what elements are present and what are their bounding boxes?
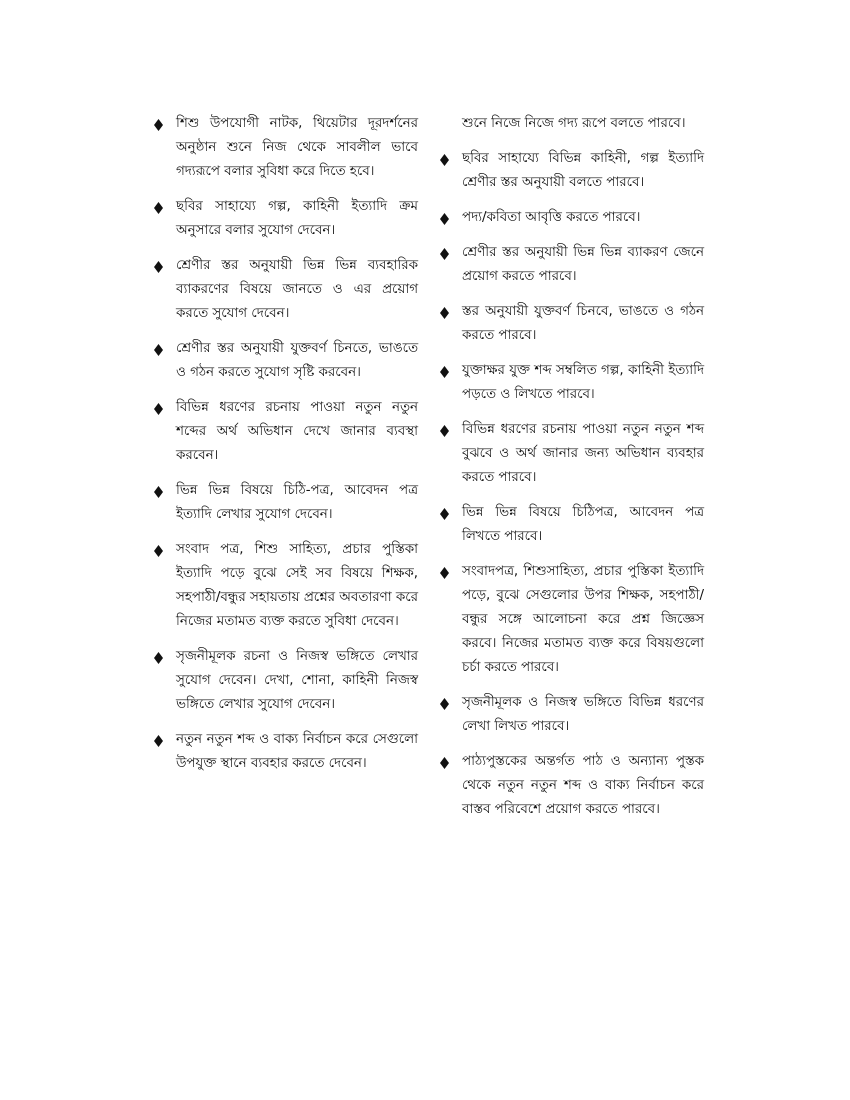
diamond-bullet-icon (440, 425, 449, 437)
diamond-bullet-icon (440, 757, 449, 769)
list-item-text: ভিন্ন ভিন্ন বিষয়ে চিঠিপত্র, আবেদন পত্র লিখতে পারবে। (462, 505, 704, 544)
list-item (436, 418, 704, 490)
list-item (150, 112, 418, 184)
list-item (150, 538, 418, 634)
list-item (436, 750, 704, 822)
left-column (150, 112, 418, 787)
list-item-text: পাঠ্যপুস্তকের অন্তর্গত পাঠ ও অন্যান্য পুস্তক থেকে নতুন নতুন শব্দ ও বাক্য নির্বাচন করে বাস্তব পরিবেশে প্রয়োগ করতে পারবে। (462, 754, 704, 817)
list-item-text: শ্রেণীর স্তর অনুযায়ী ভিন্ন ভিন্ন ব্যবহারিক ব্যাকরণের বিষয়ে জানতে ও এর প্রয়োগ করতে সুযোগ দেবেন। (176, 258, 418, 321)
list-item (436, 359, 704, 407)
diamond-bullet-icon (154, 202, 163, 214)
list-item (436, 206, 704, 230)
list-item (436, 300, 704, 348)
list-item-text: ভিন্ন ভিন্ন বিষয়ে চিঠি-পত্র, আবেদন পত্র ইত্যাদি লেখার সুযোগ দেবেন। (176, 483, 418, 522)
list-item-text: পদ্য/কবিতা আবৃত্তি করতে পারবে। (462, 210, 641, 225)
diamond-bullet-icon (440, 248, 449, 260)
list-item (436, 560, 704, 680)
diamond-bullet-icon (154, 261, 163, 273)
list-item-text: শিশু উপযোগী নাটক, থিয়েটার দূরদর্শনের অনুষ্ঠান শুনে নিজ থেকে সাবলীল ভাবে গদ্যরূপে বলার সুবিধা করে দিতে হবে। (176, 116, 418, 179)
diamond-bullet-icon (154, 735, 163, 747)
list-item (150, 645, 418, 717)
diamond-bullet-icon (154, 119, 163, 131)
list-item-text: সৃজনীমূলক রচনা ও নিজস্ব ভঙ্গিতে লেখার সুযোগ দেবেন। দেখা, শোনা, কাহিনী নিজস্ব ভঙ্গিতে লেখার সুযোগ দেবেন। (176, 649, 418, 712)
diamond-bullet-icon (440, 698, 449, 710)
diamond-bullet-icon (440, 567, 449, 579)
list-item-text: বিভিন্ন ধরণের রচনায় পাওয়া নতুন নতুন শব্দের অর্থ অভিধান দেখে জানার ব্যবস্থা করবেন। (176, 400, 418, 463)
continued-text: শুনে নিজে নিজে গদ্য রূপে বলতে পারবে। (462, 116, 686, 131)
diamond-bullet-icon (154, 486, 163, 498)
list-item-text: বিভিন্ন ধরণের রচনায় পাওয়া নতুন নতুন শব্দ বুঝবে ও অর্থ জানার জন্য অভিধান ব্যবহার করতে পারবে। (462, 422, 704, 485)
list-item-text: ছবির সাহায্যে গল্প, কাহিনী ইত্যাদি ক্রম অনুসারে বলার সুযোগ দেবেন। (176, 199, 418, 238)
right-column (436, 112, 704, 833)
list-item (150, 337, 418, 385)
list-item (150, 728, 418, 776)
diamond-bullet-icon (440, 213, 449, 225)
list-item-text: সংবাদ পত্র, শিশু সাহিত্য, প্রচার পুস্তিকা ইত্যাদি পড়ে বুঝে সেই সব বিষয়ে শিক্ষক, সহপাঠী/বন্ধুর সহায়তায় প্রশ্নের অবতারণা করে নিজের মতামত ব্যক্ত করতে সুবিধা দেবেন। (176, 542, 418, 629)
list-item-text: শ্রেণীর স্তর অনুযায়ী ভিন্ন ভিন্ন ব্যাকরণ জেনে প্রয়োগ করতে পারবে। (462, 245, 704, 284)
list-item (436, 501, 704, 549)
list-item (436, 691, 704, 739)
list-item-text: ছবির সাহায্যে বিভিন্ন কাহিনী, গল্প ইত্যাদি শ্রেণীর স্তর অনুযায়ী বলতে পারবে। (462, 151, 704, 190)
list-item (150, 479, 418, 527)
diamond-bullet-icon (154, 545, 163, 557)
diamond-bullet-icon (154, 652, 163, 664)
list-item (436, 241, 704, 289)
list-item (150, 195, 418, 243)
diamond-bullet-icon (440, 366, 449, 378)
diamond-bullet-icon (440, 154, 449, 166)
diamond-bullet-icon (154, 403, 163, 415)
list-item-text: সৃজনীমূলক ও নিজস্ব ভঙ্গিতে বিভিন্ন ধরণের লেখা লিখত পারবে। (462, 695, 704, 734)
list-item (150, 396, 418, 468)
diamond-bullet-icon (440, 307, 449, 319)
list-item-text: সংবাদপত্র, শিশুসাহিত্য, প্রচার পুস্তিকা ইত্যাদি পড়ে, বুঝে সেগুলোর উপর শিক্ষক, সহপাঠী/বন্ধুর সঙ্গে আলোচনা করে প্রশ্ন জিজ্ঞেস করবে। নিজের মতামত ব্যক্ত করে বিষয়গুলো চর্চা করতে পারবে। (462, 564, 704, 675)
diamond-bullet-icon (440, 508, 449, 520)
list-item-text: শ্রেণীর স্তর অনুযায়ী যুক্তবর্ণ চিনতে, ভাঙতে ও গঠন করতে সুযোগ সৃষ্টি করবেন। (176, 341, 418, 380)
diamond-bullet-icon (154, 344, 163, 356)
list-item (150, 254, 418, 326)
list-item-text: যুক্তাক্ষর যুক্ত শব্দ সম্বলিত গল্প, কাহিনী ইত্যাদি পড়তে ও লিখতে পারবে। (462, 363, 704, 402)
list-item-text: স্তর অনুযায়ী যুক্তবর্ণ চিনবে, ভাঙতে ও গঠন করতে পারবে। (462, 304, 704, 343)
list-item-text: নতুন নতুন শব্দ ও বাক্য নির্বাচন করে সেগুলো উপযুক্ত স্থানে ব্যবহার করতে দেবেন। (176, 732, 418, 771)
list-item (436, 147, 704, 195)
